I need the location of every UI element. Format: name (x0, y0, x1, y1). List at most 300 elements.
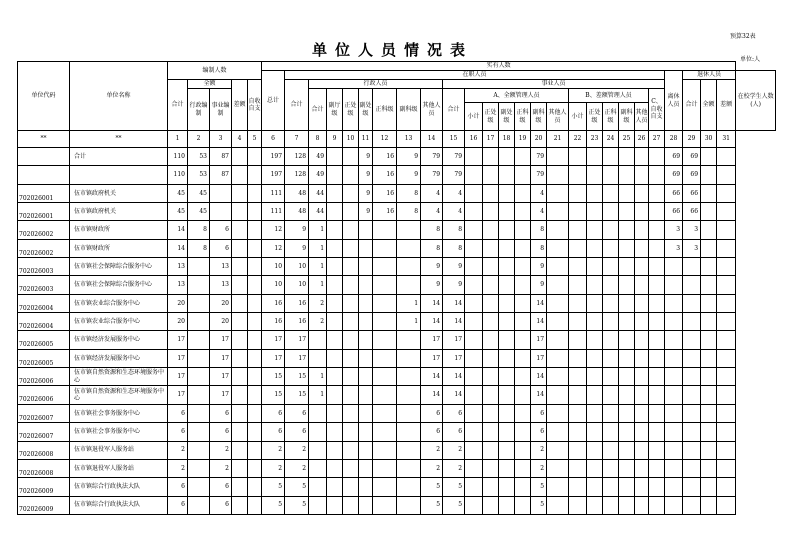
value-cell: 6 (210, 496, 232, 514)
value-cell (465, 386, 483, 404)
value-cell: 9 (359, 203, 373, 221)
value-cell (587, 221, 603, 239)
value-cell (248, 148, 262, 166)
value-cell (587, 331, 603, 349)
value-cell: 2 (309, 313, 327, 331)
value-cell (373, 368, 397, 386)
value-cell (210, 184, 232, 202)
column-number: 21 (547, 131, 569, 148)
value-cell (649, 349, 665, 367)
value-cell (327, 203, 343, 221)
value-cell (619, 459, 635, 477)
value-cell: 2 (168, 459, 188, 477)
value-cell (717, 276, 736, 294)
value-cell: 6 (210, 221, 232, 239)
header-div-level: 正处级 (343, 89, 359, 131)
value-cell (188, 331, 210, 349)
value-cell (665, 386, 683, 404)
value-cell (547, 184, 569, 202)
value-cell: 6 (421, 404, 443, 422)
value-cell (373, 496, 397, 514)
value-cell (649, 478, 665, 496)
value-cell (188, 496, 210, 514)
value-cell: 1 (309, 258, 327, 276)
value-cell (603, 221, 619, 239)
value-cell (465, 368, 483, 386)
value-cell (232, 276, 248, 294)
unit-code-cell: 702026005 (18, 349, 70, 367)
unit-code-cell: 702026006 (18, 368, 70, 386)
header-in-service: 在职人员 (285, 71, 665, 80)
value-cell (717, 203, 736, 221)
value-cell (232, 203, 248, 221)
value-cell (587, 294, 603, 312)
value-cell (397, 459, 421, 477)
value-cell (327, 313, 343, 331)
value-cell (603, 148, 619, 166)
value-cell: 6 (262, 404, 285, 422)
value-cell (683, 331, 701, 349)
value-cell: 8 (421, 239, 443, 257)
value-cell (515, 221, 531, 239)
value-cell (327, 423, 343, 441)
value-cell (483, 368, 499, 386)
value-cell (665, 478, 683, 496)
value-cell (465, 349, 483, 367)
value-cell (483, 203, 499, 221)
value-cell: 66 (683, 203, 701, 221)
value-cell: 6 (262, 423, 285, 441)
value-cell (547, 313, 569, 331)
value-cell (701, 294, 717, 312)
value-cell: 45 (188, 184, 210, 202)
value-cell: 12 (262, 239, 285, 257)
value-cell (343, 423, 359, 441)
value-cell (359, 221, 373, 239)
value-cell: 17 (168, 386, 188, 404)
header-a-section: 正科级 (515, 103, 531, 131)
value-cell (309, 441, 327, 459)
value-cell (569, 478, 587, 496)
value-cell (665, 294, 683, 312)
value-cell (232, 148, 248, 166)
value-cell (327, 368, 343, 386)
value-cell: 16 (262, 294, 285, 312)
value-cell (373, 478, 397, 496)
value-cell: 20 (210, 313, 232, 331)
header-admin-personnel: 行政人员 (309, 80, 443, 89)
value-cell: 1 (309, 276, 327, 294)
value-cell (248, 496, 262, 514)
value-cell: 14 (421, 368, 443, 386)
value-cell (649, 184, 665, 202)
header-full-funded: 全额 (188, 80, 232, 89)
value-cell (232, 459, 248, 477)
value-cell (373, 386, 397, 404)
value-cell (327, 184, 343, 202)
value-cell (483, 313, 499, 331)
value-cell: 10 (262, 258, 285, 276)
value-cell: 66 (665, 184, 683, 202)
value-cell: 15 (285, 368, 309, 386)
value-cell (683, 276, 701, 294)
value-cell (619, 331, 635, 349)
value-cell (499, 239, 515, 257)
value-cell (515, 331, 531, 349)
column-number: 4 (232, 131, 248, 148)
header-a-div: 正处级 (483, 103, 499, 131)
value-cell (587, 496, 603, 514)
value-cell (309, 423, 327, 441)
value-cell (547, 368, 569, 386)
value-cell (515, 368, 531, 386)
value-cell (373, 404, 397, 422)
value-cell (635, 349, 649, 367)
value-cell: 9 (285, 239, 309, 257)
value-cell (665, 423, 683, 441)
value-cell (343, 184, 359, 202)
value-cell (587, 276, 603, 294)
value-cell: 6 (285, 404, 309, 422)
value-cell (248, 203, 262, 221)
value-cell (515, 148, 531, 166)
unit-name-cell: 伍市镇财政所 (70, 239, 168, 257)
value-cell: 45 (188, 203, 210, 221)
value-cell: 2 (285, 441, 309, 459)
value-cell (515, 166, 531, 184)
value-cell (373, 221, 397, 239)
value-cell: 10 (285, 276, 309, 294)
value-cell (343, 386, 359, 404)
unit-code-cell: 702026006 (18, 386, 70, 404)
value-cell (397, 368, 421, 386)
value-cell: 8 (531, 239, 547, 257)
value-cell (515, 423, 531, 441)
value-cell (499, 148, 515, 166)
column-number-row (18, 131, 776, 148)
value-cell: 12 (262, 221, 285, 239)
column-number: 25 (619, 131, 635, 148)
header-a-other: 其他人员 (547, 103, 569, 131)
value-cell (603, 496, 619, 514)
value-cell (465, 166, 483, 184)
value-cell (188, 404, 210, 422)
value-cell (603, 386, 619, 404)
value-cell (359, 386, 373, 404)
value-cell (397, 478, 421, 496)
table-row (18, 478, 776, 496)
value-cell (188, 441, 210, 459)
value-cell (547, 459, 569, 477)
value-cell (619, 258, 635, 276)
value-cell (717, 294, 736, 312)
value-cell (569, 496, 587, 514)
value-cell (701, 478, 717, 496)
table-row (18, 276, 776, 294)
value-cell (483, 404, 499, 422)
value-cell: 17 (210, 368, 232, 386)
value-cell (465, 331, 483, 349)
value-cell (649, 386, 665, 404)
value-cell (701, 166, 717, 184)
value-cell (635, 203, 649, 221)
value-cell (587, 184, 603, 202)
value-cell (701, 459, 717, 477)
value-cell (683, 478, 701, 496)
value-cell (569, 368, 587, 386)
value-cell (343, 478, 359, 496)
value-cell: 15 (262, 386, 285, 404)
value-cell (327, 331, 343, 349)
value-cell (397, 331, 421, 349)
column-number: 6 (262, 131, 285, 148)
value-cell (569, 276, 587, 294)
value-cell: 17 (168, 331, 188, 349)
value-cell (635, 368, 649, 386)
value-cell: 1 (397, 313, 421, 331)
value-cell (649, 313, 665, 331)
value-cell (547, 331, 569, 349)
value-cell (635, 166, 649, 184)
value-cell (232, 441, 248, 459)
value-cell (327, 258, 343, 276)
value-cell (483, 294, 499, 312)
page-title: 单位人员情况表 (311, 41, 473, 59)
value-cell: 66 (683, 184, 701, 202)
value-cell (569, 239, 587, 257)
header-students: 在校学生人数(人) (736, 71, 776, 131)
value-cell (188, 423, 210, 441)
column-number: 17 (483, 131, 499, 148)
value-cell (649, 423, 665, 441)
value-cell (547, 386, 569, 404)
value-cell: 1 (397, 294, 421, 312)
value-cell (397, 276, 421, 294)
value-cell (343, 203, 359, 221)
value-cell (683, 258, 701, 276)
value-cell (665, 496, 683, 514)
table-row (18, 184, 776, 202)
value-cell (359, 349, 373, 367)
value-cell (619, 404, 635, 422)
value-cell: 9 (421, 258, 443, 276)
value-cell: 20 (168, 313, 188, 331)
value-cell (635, 313, 649, 331)
value-cell (603, 184, 619, 202)
header-retired-full: 全额 (701, 80, 717, 131)
value-cell: 5 (531, 478, 547, 496)
value-cell (515, 496, 531, 514)
value-cell (397, 404, 421, 422)
value-cell (619, 148, 635, 166)
value-cell: 2 (285, 459, 309, 477)
value-cell: 14 (531, 313, 547, 331)
column-number: 23 (587, 131, 603, 148)
value-cell (717, 478, 736, 496)
header-deputy-section: 副科级 (397, 89, 421, 131)
value-cell: 1 (309, 239, 327, 257)
value-cell (665, 459, 683, 477)
value-cell (635, 239, 649, 257)
value-cell (309, 331, 327, 349)
value-cell (309, 478, 327, 496)
value-cell (248, 313, 262, 331)
value-cell: 14 (421, 313, 443, 331)
header-unit-name: 单位名称 (70, 62, 168, 131)
unit-code-cell: 702026003 (18, 258, 70, 276)
unit-name-cell: 伍市镇社会保障综合服务中心 (70, 276, 168, 294)
value-cell (635, 294, 649, 312)
table-row (18, 459, 776, 477)
value-cell (619, 166, 635, 184)
value-cell: 48 (285, 203, 309, 221)
value-cell (619, 203, 635, 221)
value-cell (515, 441, 531, 459)
value-cell: 2 (531, 459, 547, 477)
value-cell (343, 221, 359, 239)
value-cell: 5 (285, 496, 309, 514)
value-cell (248, 368, 262, 386)
value-cell (465, 276, 483, 294)
value-cell (649, 496, 665, 514)
value-cell (373, 313, 397, 331)
header-staffing: 编制人数 (168, 62, 262, 80)
value-cell: 197 (262, 166, 285, 184)
value-cell: 17 (531, 349, 547, 367)
value-cell: 9 (531, 258, 547, 276)
header-section-level: 正科级 (373, 89, 397, 131)
value-cell (587, 203, 603, 221)
value-cell (483, 166, 499, 184)
value-cell: 5 (421, 496, 443, 514)
value-cell (649, 404, 665, 422)
value-cell (701, 331, 717, 349)
value-cell (248, 184, 262, 202)
value-cell (547, 478, 569, 496)
value-cell (635, 478, 649, 496)
header-staff-diff: 差额 (232, 80, 248, 131)
value-cell (635, 258, 649, 276)
value-cell (619, 294, 635, 312)
value-cell (603, 203, 619, 221)
value-cell (483, 386, 499, 404)
header-institution-staffing: 事业编制 (210, 89, 232, 131)
value-cell: 14 (443, 386, 465, 404)
unit-code-cell (18, 148, 70, 166)
value-cell (619, 276, 635, 294)
value-cell (717, 423, 736, 441)
value-cell (232, 478, 248, 496)
value-cell: 79 (421, 166, 443, 184)
value-cell (327, 441, 343, 459)
value-cell: 3 (683, 239, 701, 257)
value-cell (232, 166, 248, 184)
value-cell (343, 459, 359, 477)
value-cell (232, 313, 248, 331)
value-cell (717, 349, 736, 367)
unit-code-cell: 702026008 (18, 459, 70, 477)
value-cell (248, 459, 262, 477)
value-cell (587, 148, 603, 166)
value-cell (587, 478, 603, 496)
column-number: 11 (359, 131, 373, 148)
value-cell (649, 203, 665, 221)
table-row (18, 349, 776, 367)
value-cell: 2 (210, 441, 232, 459)
value-cell (309, 349, 327, 367)
value-cell (499, 349, 515, 367)
value-cell (515, 276, 531, 294)
unit-code-cell: 702026002 (18, 221, 70, 239)
value-cell (327, 404, 343, 422)
value-cell: 110 (168, 148, 188, 166)
value-cell (373, 349, 397, 367)
value-cell: 6 (421, 423, 443, 441)
value-cell (619, 423, 635, 441)
value-cell: 9 (359, 166, 373, 184)
value-cell (515, 294, 531, 312)
value-cell: 14 (168, 239, 188, 257)
unit-name-cell: 伍市镇自然资源和生态环境服务中心 (70, 386, 168, 404)
value-cell (188, 386, 210, 404)
value-cell: 20 (210, 294, 232, 312)
value-cell: 17 (443, 331, 465, 349)
header-actual: 实有人数 (262, 62, 736, 71)
unit-name-cell: 伍市镇社会事务服务中心 (70, 423, 168, 441)
column-number: 20 (531, 131, 547, 148)
value-cell (665, 331, 683, 349)
value-cell (547, 441, 569, 459)
header-dept-level: 副厅级 (327, 89, 343, 131)
value-cell (359, 459, 373, 477)
unit-name-cell: 伍市镇财政所 (70, 221, 168, 239)
value-cell (465, 404, 483, 422)
value-cell (635, 148, 649, 166)
value-cell (188, 294, 210, 312)
value-cell (587, 258, 603, 276)
value-cell (683, 368, 701, 386)
value-cell (649, 294, 665, 312)
value-cell (483, 423, 499, 441)
value-cell: 49 (309, 166, 327, 184)
value-cell (569, 148, 587, 166)
value-cell (465, 313, 483, 331)
value-cell (569, 203, 587, 221)
unit-name-cell: 伍市镇农业综合服务中心 (70, 313, 168, 331)
value-cell (373, 276, 397, 294)
value-cell: 6 (210, 478, 232, 496)
value-cell (547, 239, 569, 257)
value-cell (373, 258, 397, 276)
value-cell: 8 (397, 184, 421, 202)
value-cell (397, 496, 421, 514)
value-cell: 15 (285, 386, 309, 404)
value-cell (587, 423, 603, 441)
value-cell: 16 (373, 148, 397, 166)
value-cell (569, 166, 587, 184)
value-cell: 45 (168, 184, 188, 202)
value-cell (701, 441, 717, 459)
value-cell: 69 (665, 148, 683, 166)
value-cell (465, 478, 483, 496)
value-cell: 1 (309, 386, 327, 404)
value-cell (397, 349, 421, 367)
value-cell: 111 (262, 184, 285, 202)
value-cell (603, 349, 619, 367)
value-cell (373, 423, 397, 441)
value-cell (343, 294, 359, 312)
value-cell: 5 (262, 478, 285, 496)
